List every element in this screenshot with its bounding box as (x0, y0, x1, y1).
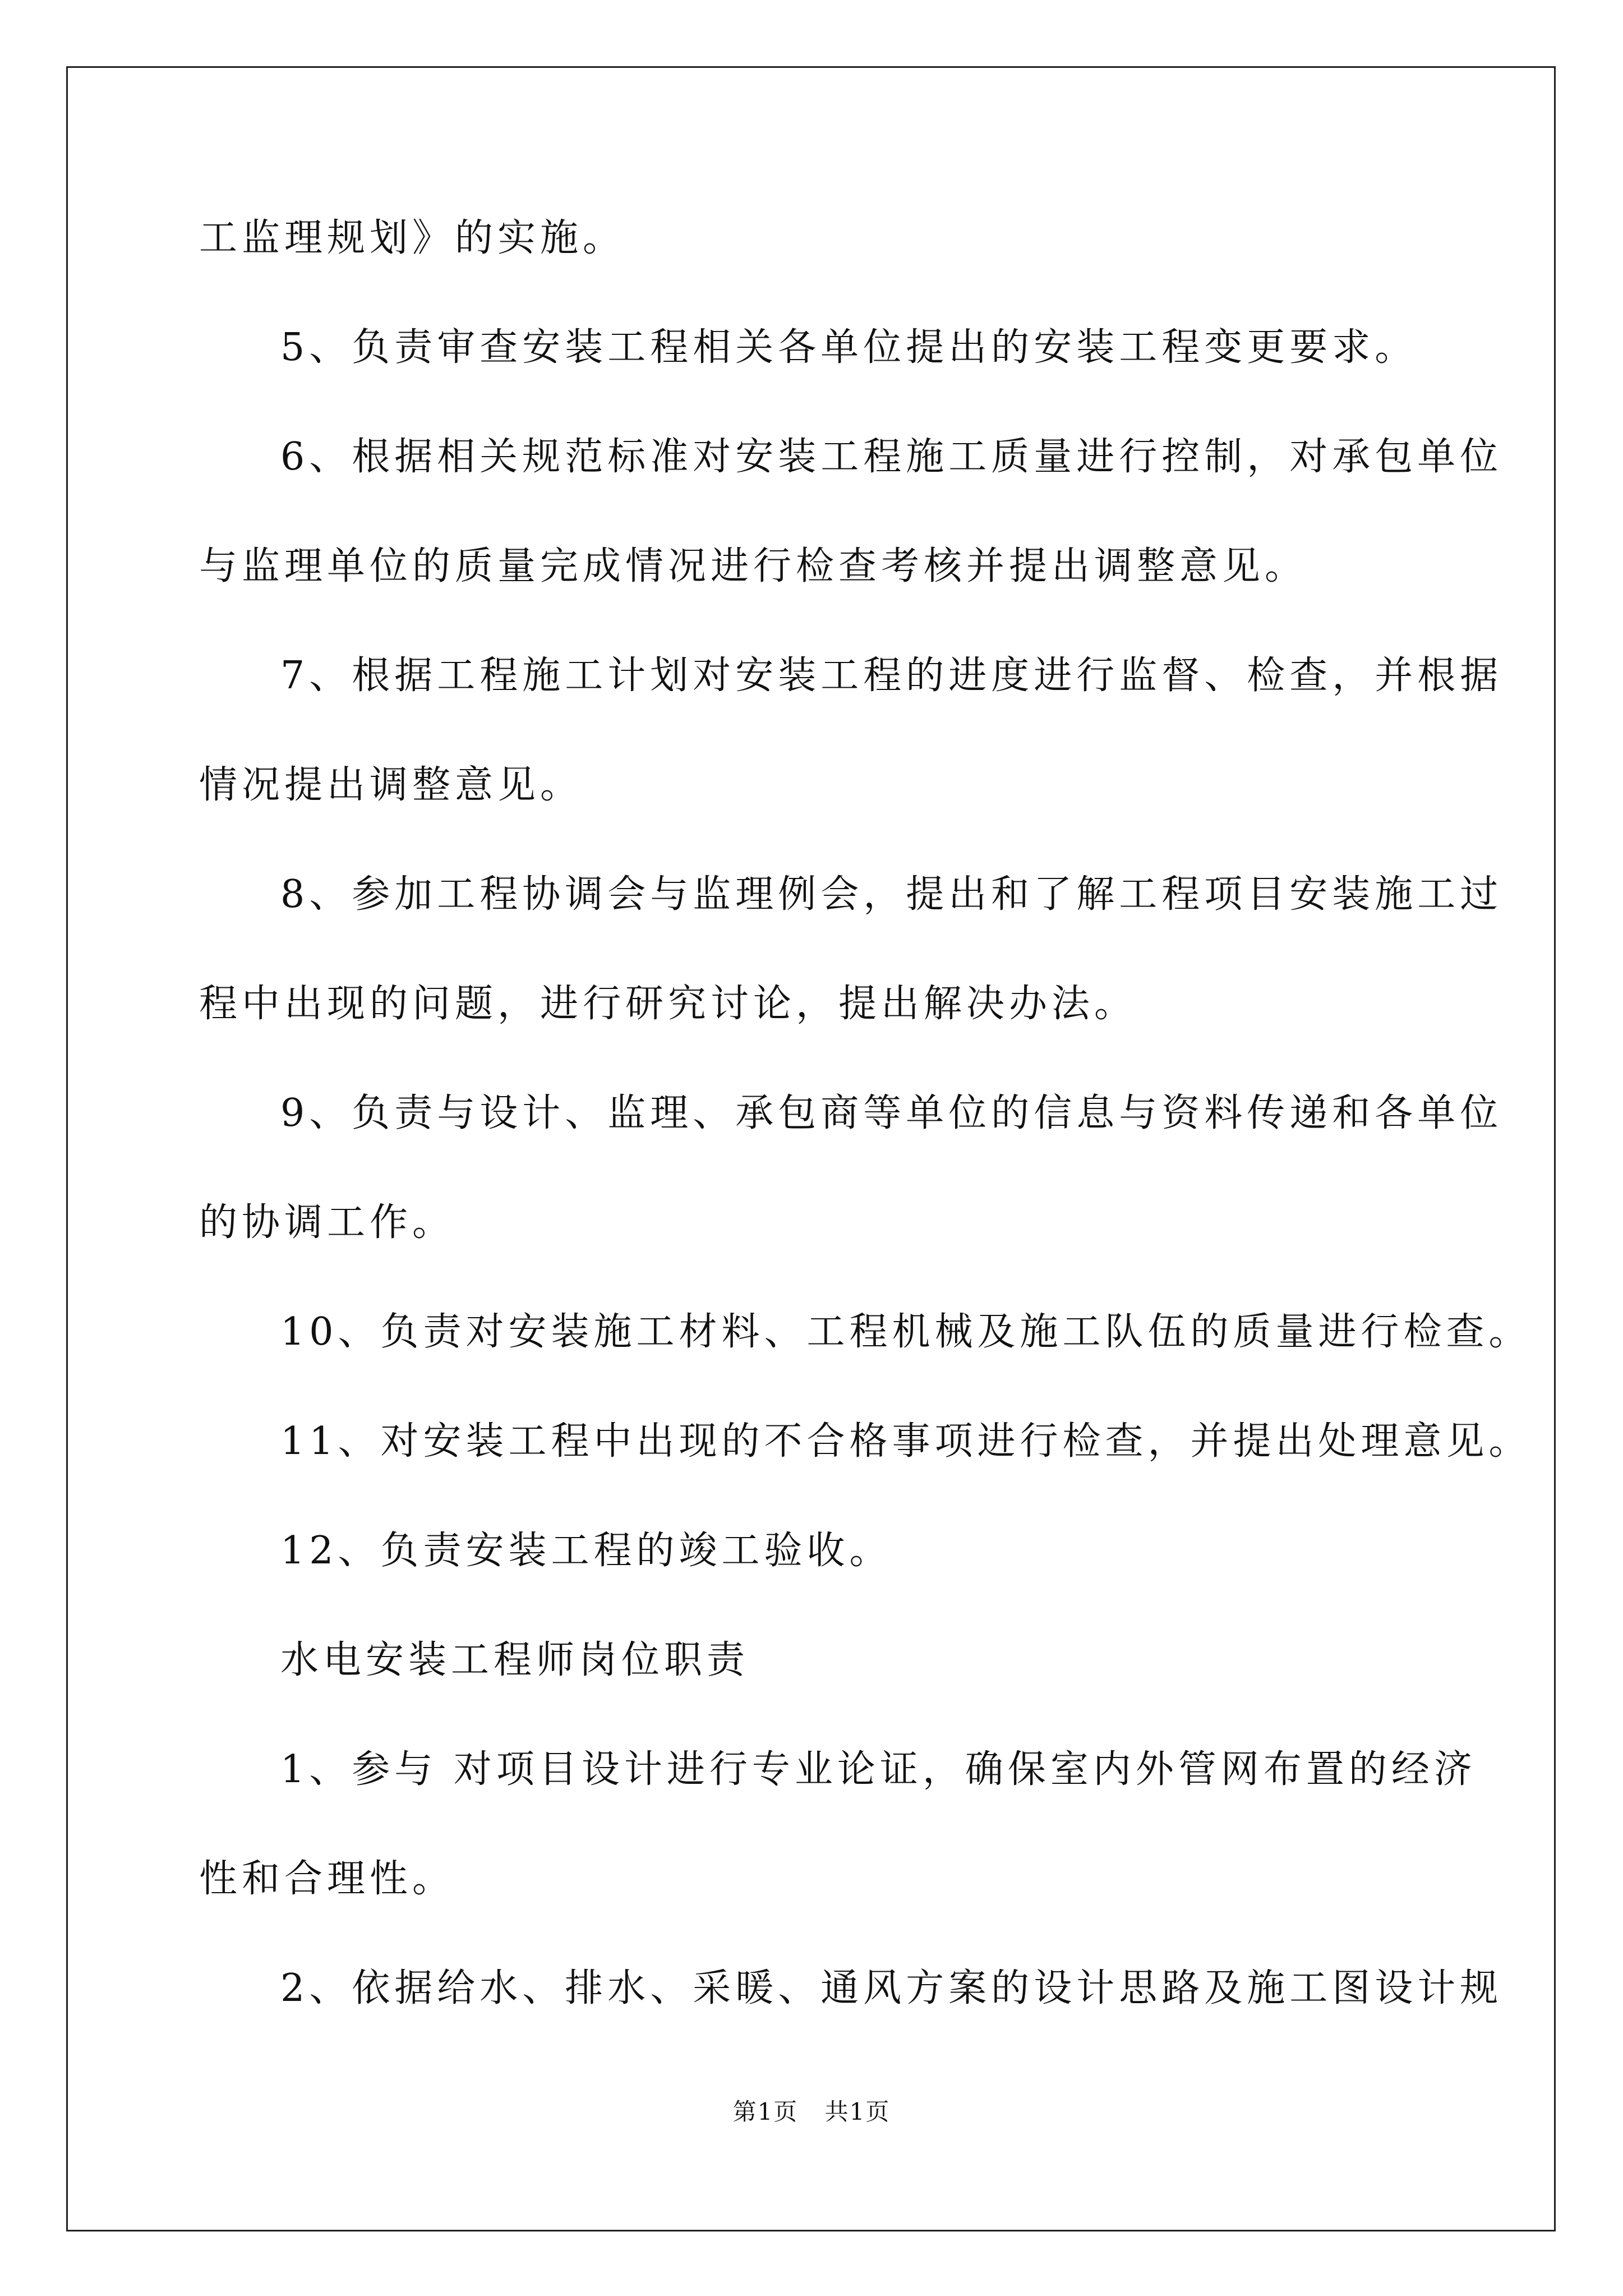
page-frame (66, 66, 1556, 2231)
text-line: 2、依据给水、排水、采暖、通风方案的设计思路及施工图设计规 (280, 1966, 1503, 2010)
text-line: 与监理单位的质量完成情况进行检查考核并提出调整意见。 (199, 544, 1308, 588)
section-heading: 水电安装工程师岗位职责 (280, 1638, 750, 1682)
page-footer (0, 2095, 1623, 2129)
text-line: 性和合理性。 (199, 1857, 455, 1901)
text-line: 工监理规划》的实施。 (199, 216, 626, 260)
text-line: 9、负责与设计、监理、承包商等单位的信息与资料传递和各单位 (280, 1091, 1503, 1135)
page-number: 第1页 (732, 2098, 799, 2125)
page-total: 共1页 (824, 2098, 891, 2125)
text-line: 8、参加工程协调会与监理例会，提出和了解工程项目安装施工过 (280, 872, 1503, 917)
text-line: 的协调工作。 (199, 1200, 455, 1245)
text-line: 程中出现的问题，进行研究讨论，提出解决办法。 (199, 982, 1137, 1026)
text-line: 7、根据工程施工计划对安装工程的进度进行监督、检查，并根据 (280, 654, 1503, 698)
text-line: 12、负责安装工程的竣工验收。 (280, 1529, 892, 1573)
text-line: 1、参与 对项目设计进行专业论证，确保室内外管网布置的经济 (280, 1747, 1477, 1792)
text-line: 情况提出调整意见。 (199, 763, 583, 807)
text-line: 5、负责审查安装工程相关各单位提出的安装工程变更要求。 (280, 325, 1418, 370)
text-line: 10、负责对安装施工材料、工程机械及施工队伍的质量进行检查。 (280, 1310, 1532, 1354)
text-line: 11、对安装工程中出现的不合格事项进行检查，并提出处理意见。 (280, 1419, 1532, 1464)
text-line: 6、根据相关规范标准对安装工程施工质量进行控制，对承包单位 (280, 435, 1503, 479)
